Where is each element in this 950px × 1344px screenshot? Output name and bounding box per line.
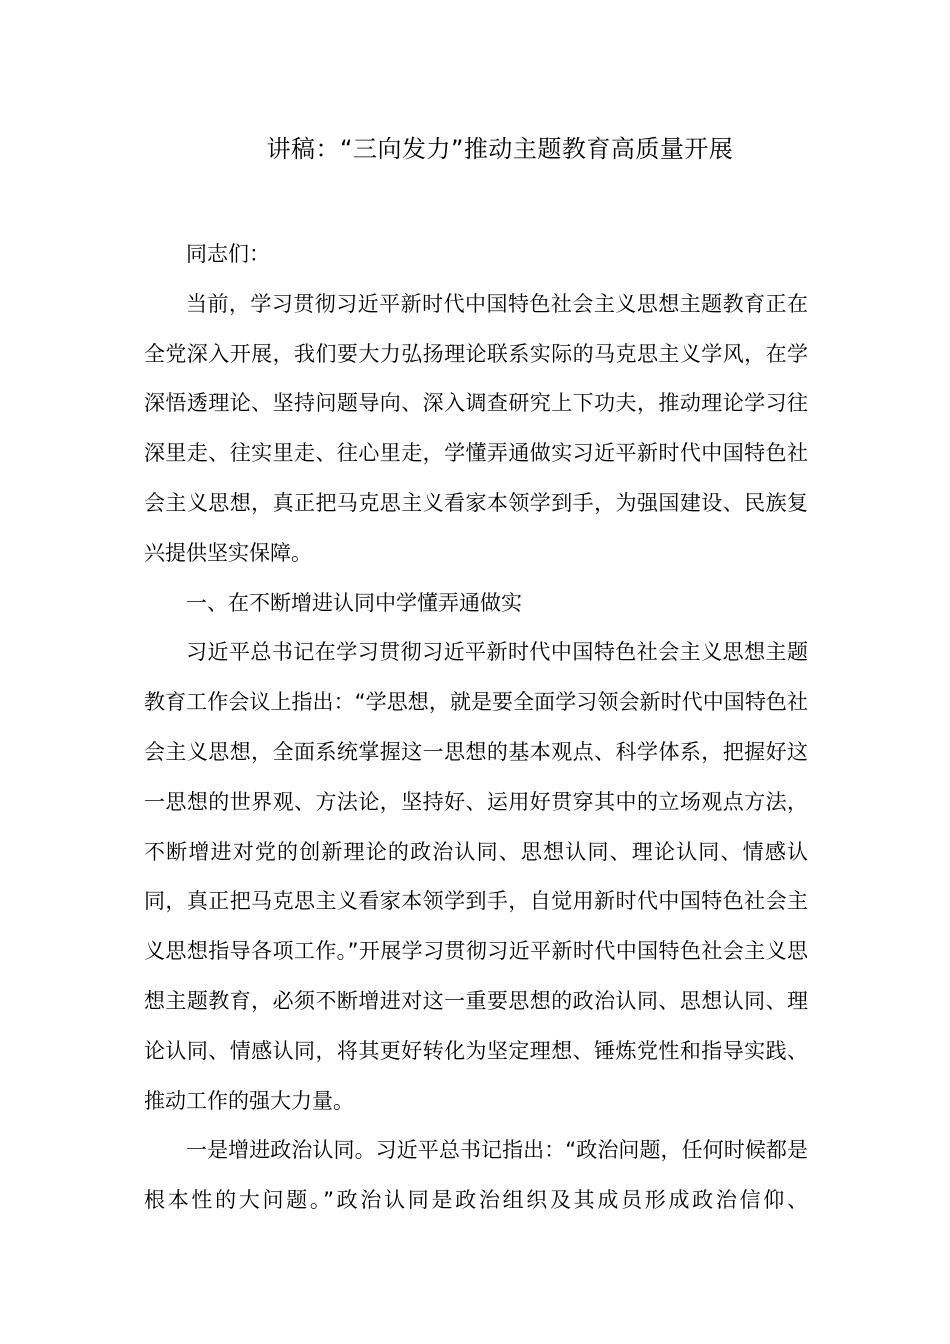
section-heading-1: 一、在不断增进认同中学懂弄通做实 [186,590,522,615]
document-body [144,230,808,1226]
paragraph-section-1: 习近平总书记在学习贯彻习近平新时代中国特色社会主义思想主题教育工作会议上指出：“学思想，就是要全面学习领会新时代中国特色社会主义思想，全面系统掌握这一思想的基本观点、科学体系，把握好这一思想的世界观、方法论，坚持好、运用好贯穿其中的立场观点方法，不断增进对党的创新理论的政治认同、思想认同、理论认同、情感认同，真正把马克思主义看家本领学到手，自觉用新时代中国特色社会主义思想指导各项工作。”开展学习贯彻习近平新时代中国特色社会主义思想主题教育，必须不断增进对这一重要思想的政治认同、思想认同、理论认同、情感认同，将其更好转化为坚定理想、锤炼党性和指导实践、推动工作的强大力量。 [144,640,808,1113]
document-title: 讲稿：“三向发力”推动主题教育高质量开展 [266,135,734,163]
paragraph-political-identity: 一是增进政治认同。习近平总书记指出：“政治问题，任何时候都是根本性的大问题。”政治认同是政治组织及其成员形成政治信仰、 [144,1138,808,1213]
greeting: 同志们： [186,242,270,266]
paragraph-intro: 当前，学习贯彻习近平新时代中国特色社会主义思想主题教育正在全党深入开展，我们要大力弘扬理论联系实际的马克思主义学风，在学深悟透理论、坚持问题导向、深入调查研究上下功夫，推动理论学习往深里走、往实里走、往心里走，学懂弄通做实习近平新时代中国特色社会主义思想，真正把马克思主义看家本领学到手，为强国建设、民族复兴提供坚实保障。 [144,291,808,565]
